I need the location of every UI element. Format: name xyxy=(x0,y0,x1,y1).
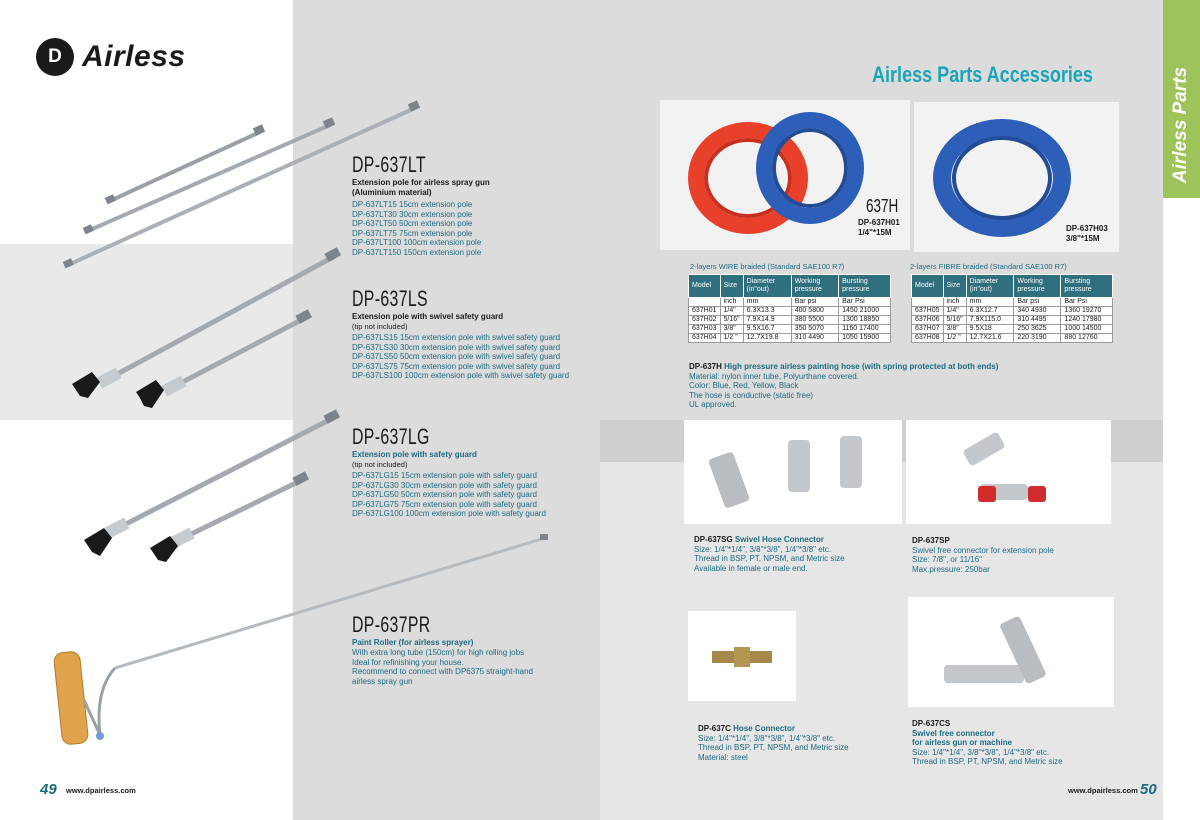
lg-poles-image xyxy=(84,409,340,562)
url-right[interactable]: www.dpairless.com xyxy=(1068,786,1138,795)
part-detail-line: Thread in BSP, PT, NPSM, and Metric size xyxy=(698,743,849,752)
hose-big-label: 637H xyxy=(866,196,899,216)
list-item: DP-637LG100 100cm extension pole with safety guard xyxy=(352,509,546,518)
product-dp-637pr xyxy=(352,612,533,686)
part-detail-line: Size: 1/4"*1/4", 3/8"*3/8", 1/4"*3/8" etc. xyxy=(694,544,832,554)
table-row: 637H04 1/2 " 12.7X19.8 310 4490 1050 15900 xyxy=(689,334,891,343)
swivel-connector-gun-photo xyxy=(908,597,1114,707)
product-note: (tip not included) xyxy=(352,460,408,469)
column-header: Bursting pressure xyxy=(839,275,891,298)
part-dp-637c xyxy=(698,724,849,762)
product-dp-637lt xyxy=(352,152,490,257)
part-name: Swivel Hose Connector xyxy=(734,535,824,544)
list-item: DP-637LG75 75cm extension pole with safety guard xyxy=(352,499,537,509)
table-row: 637H08 1/2 " 12.7X21.6 220 3190 880 12760 xyxy=(912,334,1113,343)
fibre-table-caption: 2-layers FIBRE braided (Standard SAE100 R7) xyxy=(910,262,1067,271)
list-item: DP-637LG15 15cm extension pole with safety guard xyxy=(352,471,537,480)
side-tab-label: Airless Parts xyxy=(1170,66,1192,184)
list-item: DP-637LT50 50cm extension pole xyxy=(352,219,473,228)
product-code: DP-637PR xyxy=(352,612,431,637)
swivel-hose-connector-photo xyxy=(684,420,902,524)
table-row: 637H03 3/8" 9.5X16.7 350 5070 1160 17400 xyxy=(689,325,891,334)
product-code: DP-637LT xyxy=(352,152,426,177)
column-header: Model xyxy=(912,275,944,298)
part-code: DP-637SG xyxy=(694,535,733,544)
connector-image xyxy=(908,597,1114,707)
part-detail-line: Size: 1/4"*1/4", 3/8"*3/8", 1/4"*3/8" etc. xyxy=(912,747,1050,757)
connector-image xyxy=(906,420,1111,524)
connector-image xyxy=(688,611,796,701)
part-detail-line: Max.pressure: 250bar xyxy=(912,564,990,574)
part-detail-line: Thread in BSP, PT, NPSM, and Metric size xyxy=(912,757,1063,766)
column-header: Working pressure xyxy=(791,275,838,298)
list-item: DP-637LS75 75cm extension pole with swivel safety guard xyxy=(352,361,561,371)
part-code: DP-637CS xyxy=(912,719,951,728)
table-row: 637H06 5/16" 7.9X115.0 310 4495 1240 17980 xyxy=(912,316,1113,325)
list-item: DP-637LT30 30cm extension pole xyxy=(352,209,473,219)
page-number-right: 50 xyxy=(1140,781,1157,798)
product-description-line: With extra long tube (150cm) for high rolling jobs xyxy=(352,648,525,657)
hose-detail-line: Color: Blue, Red, Yellow, Black xyxy=(689,381,799,390)
part-name: Swivel free connector xyxy=(912,728,995,738)
units-row: inch mm Bar psi Bar Psi xyxy=(689,298,891,307)
hose-label-2: DP-637H03 3/8"*15M xyxy=(1066,224,1108,243)
column-header: Bursting pressure xyxy=(1061,275,1113,298)
hose-detail-line: The hose is conductive (static free) xyxy=(689,390,814,400)
hose-code: DP-637H xyxy=(689,362,722,371)
list-item: DP-637LT150 150cm extension pole xyxy=(352,247,482,257)
table-row: 637H02 5/16" 7.9X14.9 380 5500 1300 18850 xyxy=(689,316,891,325)
ls-poles-image xyxy=(72,247,341,408)
wire-braided-spec-table xyxy=(688,274,891,343)
fibre-braided-spec-table xyxy=(911,274,1113,343)
page-number-left: 49 xyxy=(40,781,57,798)
column-header: Diameter (in"out) xyxy=(966,275,1014,298)
product-dp-637ls xyxy=(352,286,569,381)
hose-detail-line: Material: nylon inner tube, Polyurthane covered. xyxy=(689,371,859,381)
part-name: Hose Connector xyxy=(733,724,795,733)
part-dp-637cs xyxy=(912,719,1063,767)
list-item: DP-637LS100 100cm extension pole with swivel safety guard xyxy=(352,371,570,380)
hose-label-1: DP-637H01 1/4"*15M xyxy=(858,218,900,237)
url-left[interactable]: www.dpairless.com xyxy=(66,786,136,795)
product-note: (tip not included) xyxy=(352,322,408,331)
logo-text: Airless xyxy=(82,40,186,73)
part-detail-line: Swivel free connector for extension pole xyxy=(912,545,1054,555)
product-dp-637lg xyxy=(352,424,546,519)
column-header: Model xyxy=(689,275,721,298)
page-title: Airless Parts Accessories xyxy=(872,62,1093,87)
part-detail-line: Size: 7/8", or 11/16" xyxy=(912,555,983,564)
part-detail-line: Thread in BSP, PT, NPSM, and Metric size xyxy=(694,554,845,563)
product-note: (Aluminium material) xyxy=(352,188,432,197)
part-name: for airless gun or machine xyxy=(912,738,1013,747)
connector-image xyxy=(684,420,902,524)
part-detail-line: Size: 1/4"*1/4", 3/8"*3/8", 1/4"*3/8" etc. xyxy=(698,733,836,743)
product-code: DP-637LG xyxy=(352,424,430,449)
column-header: Size xyxy=(720,275,743,298)
wire-table-caption: 2-layers WIRE braided (Standard SAE100 R7) xyxy=(690,262,845,271)
product-variant-list xyxy=(352,333,569,381)
table-row: 637H07 3/8" 9.5X18 250 3625 1000 14500 xyxy=(912,325,1113,334)
hose-title: High pressure airless painting hose (with spring protected at both ends) xyxy=(724,362,999,371)
swivel-free-connector-photo xyxy=(906,420,1111,524)
product-subtitle: Extension pole with swivel safety guard xyxy=(352,312,504,321)
part-code: DP-637SP xyxy=(912,536,950,545)
column-header: Diameter (in"out) xyxy=(743,275,791,298)
hose-description xyxy=(689,362,998,410)
product-code: DP-637LS xyxy=(352,286,428,311)
product-description-line: airless spray gun xyxy=(352,676,413,686)
product-variant-list xyxy=(352,200,490,257)
part-detail-line: Available in female or male end. xyxy=(694,563,808,573)
product-variant-list xyxy=(352,471,546,519)
list-item: DP-637LS30 30cm extension pole with swivel safety guard xyxy=(352,342,561,352)
list-item: DP-637LS15 15cm extension pole with swivel safety guard xyxy=(352,333,561,342)
product-subtitle: Extension pole for airless spray gun xyxy=(352,178,490,187)
product-subtitle: Extension pole with safety guard xyxy=(352,450,477,459)
part-code: DP-637C xyxy=(698,724,731,733)
list-item: DP-637LS50 50cm extension pole with swivel safety guard xyxy=(352,352,561,361)
logo-mark-icon: D xyxy=(36,38,74,76)
table-row: 637H05 1/4" 6.3X12.7 340 4930 1360 19270 xyxy=(912,307,1113,316)
part-dp-637sp xyxy=(912,536,1054,574)
units-row: inch mm Bar psi Bar Psi xyxy=(912,298,1113,307)
column-header: Size xyxy=(943,275,966,298)
table-row: 637H01 1/4" 6.3X13.3 400 5800 1450 21000 xyxy=(689,307,891,316)
list-item: DP-637LG30 30cm extension pole with safety guard xyxy=(352,480,537,490)
product-subtitle: Paint Roller (for airless sprayer) xyxy=(352,638,474,647)
product-description-line: Recommend to connect with DP6375 straight-hand xyxy=(352,667,533,676)
list-item: DP-637LT15 15cm extension pole xyxy=(352,200,473,209)
column-header: Working pressure xyxy=(1014,275,1061,298)
list-item: DP-637LT75 75cm extension pole xyxy=(352,228,473,238)
part-detail-line: Material: steel xyxy=(698,752,748,762)
hose-connector-photo xyxy=(688,611,796,701)
product-description-line: Ideal for refinishing your house. xyxy=(352,657,464,667)
list-item: DP-637LG50 50cm extension pole with safety guard xyxy=(352,490,537,499)
list-item: DP-637LT100 100cm extension pole xyxy=(352,238,482,247)
hose-detail-line: UL approved. xyxy=(689,400,737,409)
part-dp-637sg xyxy=(694,535,845,573)
